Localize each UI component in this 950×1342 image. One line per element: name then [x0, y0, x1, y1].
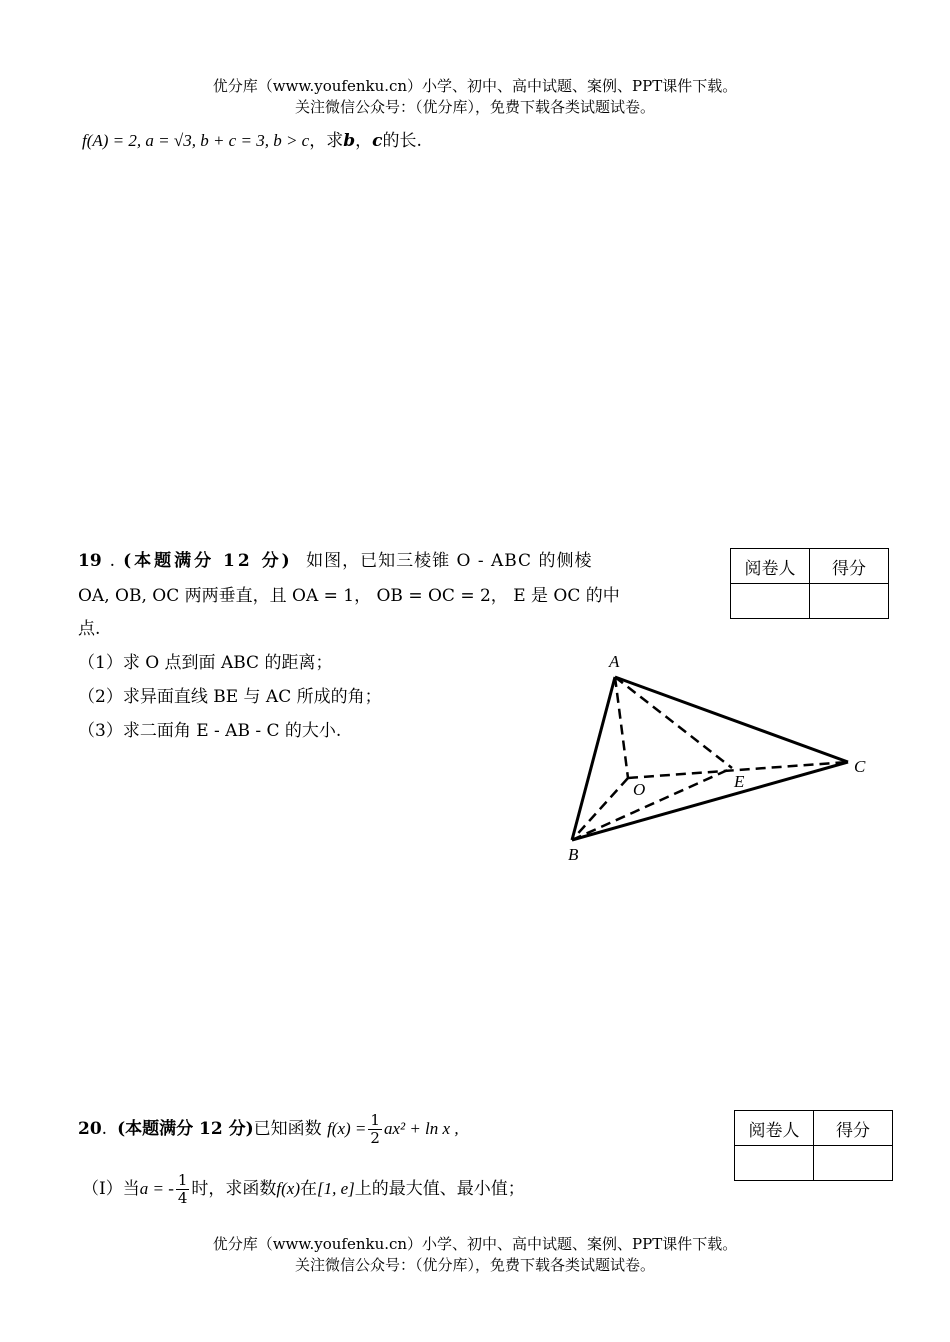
q20-intro: 已知函数: [253, 1119, 322, 1139]
q19-part-2: （2）求异面直线 BE 与 AC 所成的角；: [78, 687, 382, 707]
q19-intro: 如图，已知三棱锥 O - ABC 的侧棱: [306, 551, 593, 571]
q20-score-cell: [814, 1146, 893, 1181]
q18-var-b: b: [343, 131, 356, 151]
label-A: A: [609, 652, 620, 671]
q19-grader-cell: [731, 584, 810, 619]
label-O: O: [633, 780, 646, 799]
q20-frac-den: 2: [370, 1129, 380, 1147]
q20-number: 20: [78, 1119, 102, 1139]
q18-ask-post: 的长.: [382, 131, 422, 151]
q20-func-lhs: f(x) =: [327, 1119, 367, 1138]
q19-line-2: OA, OB, OC 两两垂直，且 OA = 1， OB = OC = 2， E 是 OC 的中: [78, 586, 620, 606]
q20-grader-cell: [735, 1146, 814, 1181]
q20-func-rhs: ax² + ln x ,: [383, 1119, 459, 1138]
q20-part1-interval: [1, e]: [317, 1179, 355, 1198]
q20-fraction: [368, 1112, 382, 1147]
q20-part1-post: 上的最大值、最小值；: [354, 1179, 525, 1199]
q20-part1-fraction: [176, 1172, 190, 1207]
q19-number: 19: [78, 551, 102, 571]
q18-ask-pre: ，求: [309, 131, 344, 151]
q18-condition-line: [82, 126, 422, 151]
q20-part1-num: 1: [177, 1171, 188, 1189]
label-B: B: [568, 845, 579, 864]
q19-score-label: 得分: [810, 549, 889, 584]
edge-BE: [572, 768, 732, 840]
edge-AC: [615, 677, 848, 762]
q20-part-1: [82, 1172, 525, 1207]
q20-part1-mid: 时，求函数: [191, 1179, 277, 1199]
q20-part1-den: 4: [177, 1189, 188, 1207]
q20-line-1: [78, 1112, 459, 1147]
edge-AE: [615, 677, 732, 768]
q19-dot: .: [109, 551, 116, 571]
q20-part1-in: 在: [300, 1179, 317, 1199]
header-line-2: 关注微信公众号：（优分库），免费下载各类试题试卷。: [294, 98, 655, 116]
q19-score-cell: [810, 584, 889, 619]
q19-grader-label: 阅卷人: [731, 549, 810, 584]
q19-part-1: （1）求 O 点到面 ABC 的距离；: [78, 653, 333, 673]
q20-part1-a: a = -: [139, 1179, 174, 1198]
q18-sep: ，: [355, 131, 373, 151]
q19-part-3: （3）求二面角 E - AB - C 的大小.: [78, 721, 342, 741]
q20-score-box: [734, 1110, 893, 1181]
label-E: E: [734, 772, 745, 791]
q19-line-3: 点.: [78, 619, 101, 639]
q19-score-box: [730, 548, 889, 619]
q20-part1-pre: （Ⅰ）当: [82, 1179, 140, 1199]
page-header: [0, 76, 950, 118]
footer-line-1: 优分库（www.youfenku.cn）小学、初中、高中试题、案例、PPT课件下载。: [212, 1235, 738, 1253]
q20-grader-label: 阅卷人: [735, 1111, 814, 1146]
q18-condition: f(A) = 2, a = √3, b + c = 3, b > c: [82, 131, 310, 150]
edge-OA: [615, 677, 628, 778]
header-line-1: 优分库（www.youfenku.cn）小学、初中、高中试题、案例、PPT课件下载。: [212, 77, 738, 95]
q19-pyramid-figure: [560, 650, 880, 870]
page-footer: [0, 1234, 950, 1276]
q20-score-label: 得分: [814, 1111, 893, 1146]
q20-part1-f: f(x): [276, 1179, 300, 1198]
q19-points: (本题满分 12 分): [123, 551, 293, 571]
q20-points: (本题满分 12 分): [117, 1119, 254, 1139]
footer-line-2: 关注微信公众号：（优分库），免费下载各类试题试卷。: [294, 1256, 655, 1274]
edge-BC: [572, 762, 848, 840]
label-C: C: [854, 757, 866, 776]
q18-var-c: c: [372, 131, 383, 151]
q20-dot: .: [101, 1119, 108, 1139]
q20-frac-num: 1: [370, 1111, 380, 1129]
q19-line-1: [78, 546, 592, 571]
